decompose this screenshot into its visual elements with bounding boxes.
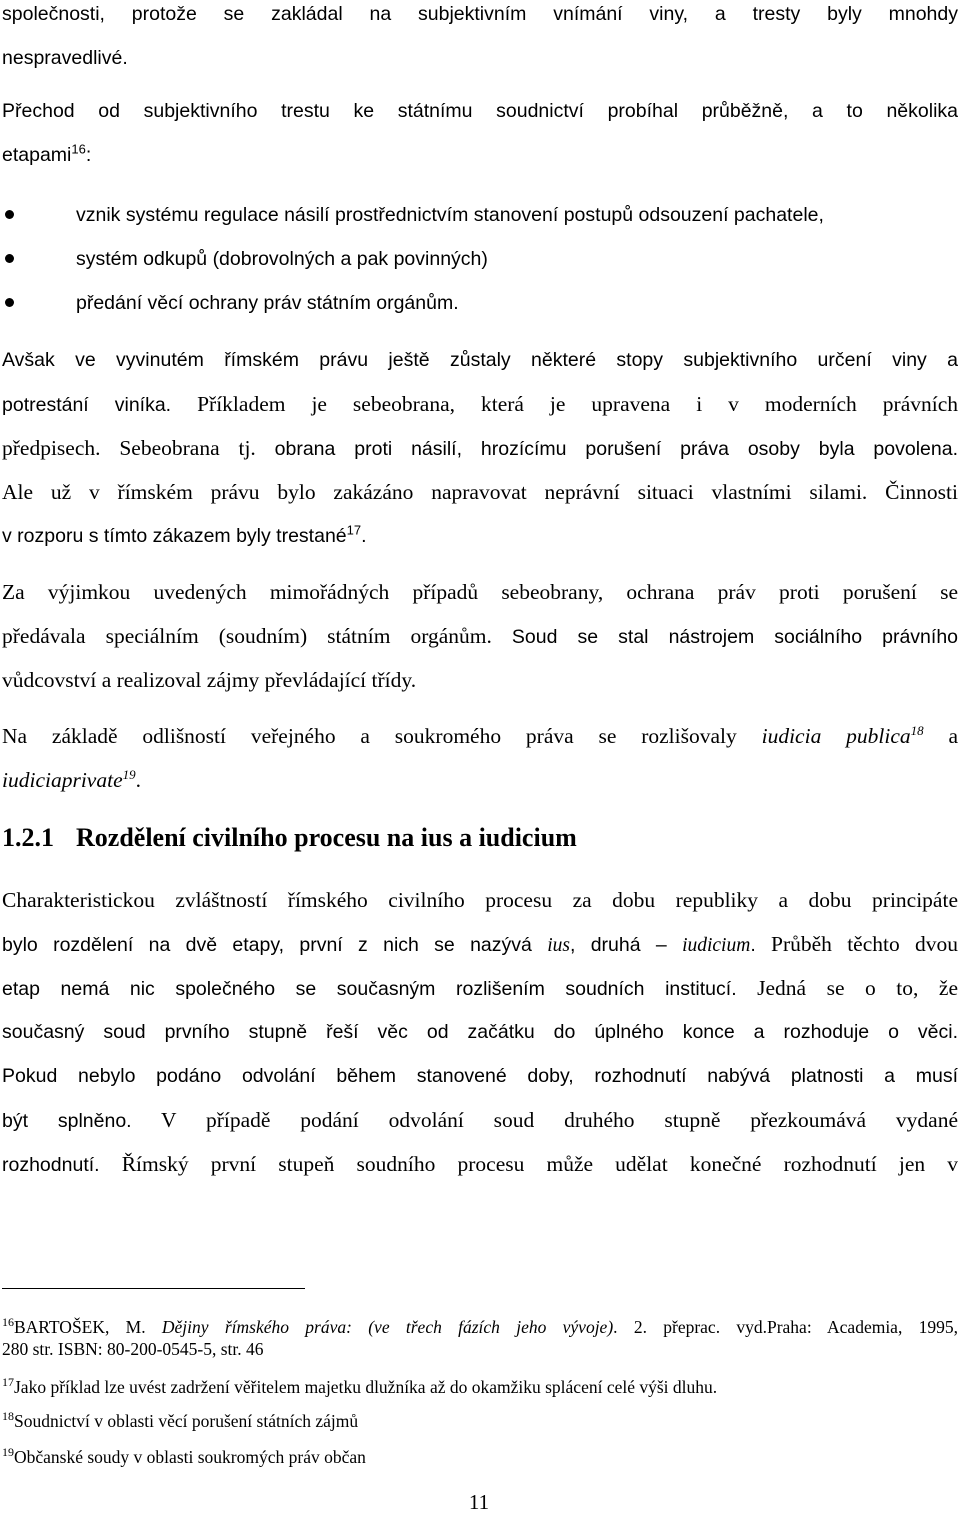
text-run: Soud se stal nástrojem sociálního právního (511, 626, 959, 648)
footnote-16 (2, 1316, 958, 1360)
text-run-italic: iudicia publica (761, 724, 911, 748)
footnote-separator (2, 1288, 305, 1289)
text-run: předpisech. Sebeobrana tj. (2, 436, 256, 460)
footnote-ref: 17 (346, 522, 362, 538)
footnote-ref: 16 (71, 141, 86, 157)
text-run: Příkladem je sebeobrana, která je upravena i v moderních právních (197, 392, 959, 416)
text-line: Za výjimkou uvedených mimořádných případů sebeobrany, ochrana práv proti porušení se (2, 580, 958, 604)
text-run: V případě podání odvolání soud druhého stupně přezkoumává vydané (161, 1108, 958, 1132)
text-line (2, 390, 958, 418)
text-run: Na základě odlišností veřejného a soukromého práva se rozlišovaly (2, 724, 737, 748)
text-run: Průběh těchto dvou (771, 932, 959, 956)
list-item (0, 245, 958, 273)
list-item (0, 289, 958, 317)
text-run: obrana proti násilí, hrozícímu porušení práva osoby byla povolena. (274, 438, 958, 460)
footnote-text: Občanské soudy v oblasti soukromých práv občan (14, 1447, 366, 1467)
section-title: Rozdělení civilního procesu na ius a iudicium (76, 823, 577, 852)
text-line (2, 974, 958, 1002)
text-run: v rozporu s tímto zákazem byly trestané (2, 525, 347, 547)
text-run: potrestání viníka. (2, 394, 172, 416)
text-line: Ale už v římském právu bylo zakázáno napravovat neprávní situaci vlastními silami. Činnosti (2, 480, 958, 504)
footnote-number: 17 (2, 1375, 14, 1390)
page-number: 11 (468, 1490, 490, 1514)
footnote-line: 280 str. ISBN: 80-200-0545-5, str. 46 (2, 1339, 264, 1359)
text-run: . (135, 768, 141, 792)
list-item (0, 201, 958, 229)
text-line (2, 1150, 958, 1178)
text-line: vůdcovství a realizoval zájmy převládající třídy. (2, 668, 417, 692)
text-line (2, 766, 958, 794)
paragraph-public-private (2, 722, 958, 794)
text-run: . (361, 525, 367, 547)
paragraph-civil-procedure (2, 886, 958, 1178)
text-line: nespravedlivé. (2, 47, 128, 69)
text-line: Avšak ve vyvinutém římském právu ještě zůstaly některé stopy subjektivního určení viny a (2, 349, 958, 371)
text-line (2, 522, 958, 550)
bullet-icon (5, 298, 14, 307)
section-number: 1.2.1 (2, 823, 54, 852)
paragraph-self-defense (2, 346, 958, 550)
text-run-italic: iudiciaprivate (2, 768, 123, 792)
text-run: etap nemá nic společného se současným rozlišením soudních institucí. (2, 978, 737, 1000)
footnote-ref: 18 (910, 722, 924, 738)
section-heading (2, 821, 577, 855)
footnote-ref: 19 (122, 766, 136, 782)
text-line (2, 722, 958, 750)
text-run: a (948, 724, 959, 748)
bullet-icon (5, 254, 14, 263)
footnote-number: 19 (2, 1445, 14, 1460)
paragraph-continuation (2, 0, 958, 72)
footnote-text: Soudnictví v oblasti věcí porušení státních zájmů (14, 1411, 359, 1431)
text-run: být splněno. (2, 1110, 132, 1132)
text-run: : (85, 144, 92, 166)
text-run: etapami (2, 144, 72, 166)
text-line (2, 434, 958, 462)
paragraph-transition (2, 97, 958, 169)
footnote-18 (2, 1410, 958, 1432)
text-line (2, 1106, 958, 1134)
footnote-text: Jako příklad lze uvést zadržení věřitelem majetku dlužníka až do okamžiku splácení celé výši dluhu. (14, 1377, 718, 1397)
footnote-number: 18 (2, 1409, 14, 1424)
text-line: společnosti, protože se zakládal na subjektivním vnímání viny, a tresty byly mnohdy (2, 3, 958, 25)
text-run: předávala speciálním (soudním) státním orgánům. (2, 624, 492, 648)
text-line: současný soud prvního stupně řeší věc od začátku do úplného konce a rozhoduje o věci. (2, 1021, 958, 1043)
footnote-17 (2, 1376, 958, 1398)
list-item-text: systém odkupů (dobrovolných a pak povinných) (76, 248, 488, 270)
text-line (2, 141, 958, 169)
footnote-19 (2, 1446, 958, 1468)
bullet-icon (5, 210, 14, 219)
text-line: Přechod od subjektivního trestu ke státnímu soudnictví probíhal průběžně, a to několika (2, 100, 958, 122)
text-run: Římský první stupeň soudního procesu může udělat konečné rozhodnutí jen v (121, 1152, 959, 1176)
text-run: bylo rozdělení na dvě etapy, první z nich se nazývá ius, druhá – iudicium. (2, 934, 756, 956)
list-item-text: vznik systému regulace násilí prostřednictvím stanovení postupů odsouzení pachatele, (76, 204, 824, 226)
text-run: rozhodnutí. (2, 1154, 100, 1176)
footnote-line: $^{16}$BARTOŠEK, M. Dějiny římského práva: (ve třech fázích jeho vývoje). 2. přeprac. vyd.Praha: Academia, 1995, (2, 1315, 958, 1337)
text-line (2, 622, 958, 650)
text-line: Charakteristickou zvláštností římského civilního procesu za dobu republiky a dobu principáte (2, 888, 958, 912)
list-item-text: předání věcí ochrany práv státním orgánům. (76, 292, 459, 314)
footnote-title: Dějiny římského práva: (ve třech fázích jeho vývoje) (161, 1317, 614, 1337)
text-run: Jedná se o to, že (757, 976, 958, 1000)
text-line: Pokud nebylo podáno odvolání během stanovené doby, rozhodnutí nabývá platnosti a musí (2, 1065, 958, 1087)
paragraph-exceptions (2, 578, 958, 694)
footnote-number: 16 (2, 1315, 14, 1330)
text-line (2, 930, 958, 958)
